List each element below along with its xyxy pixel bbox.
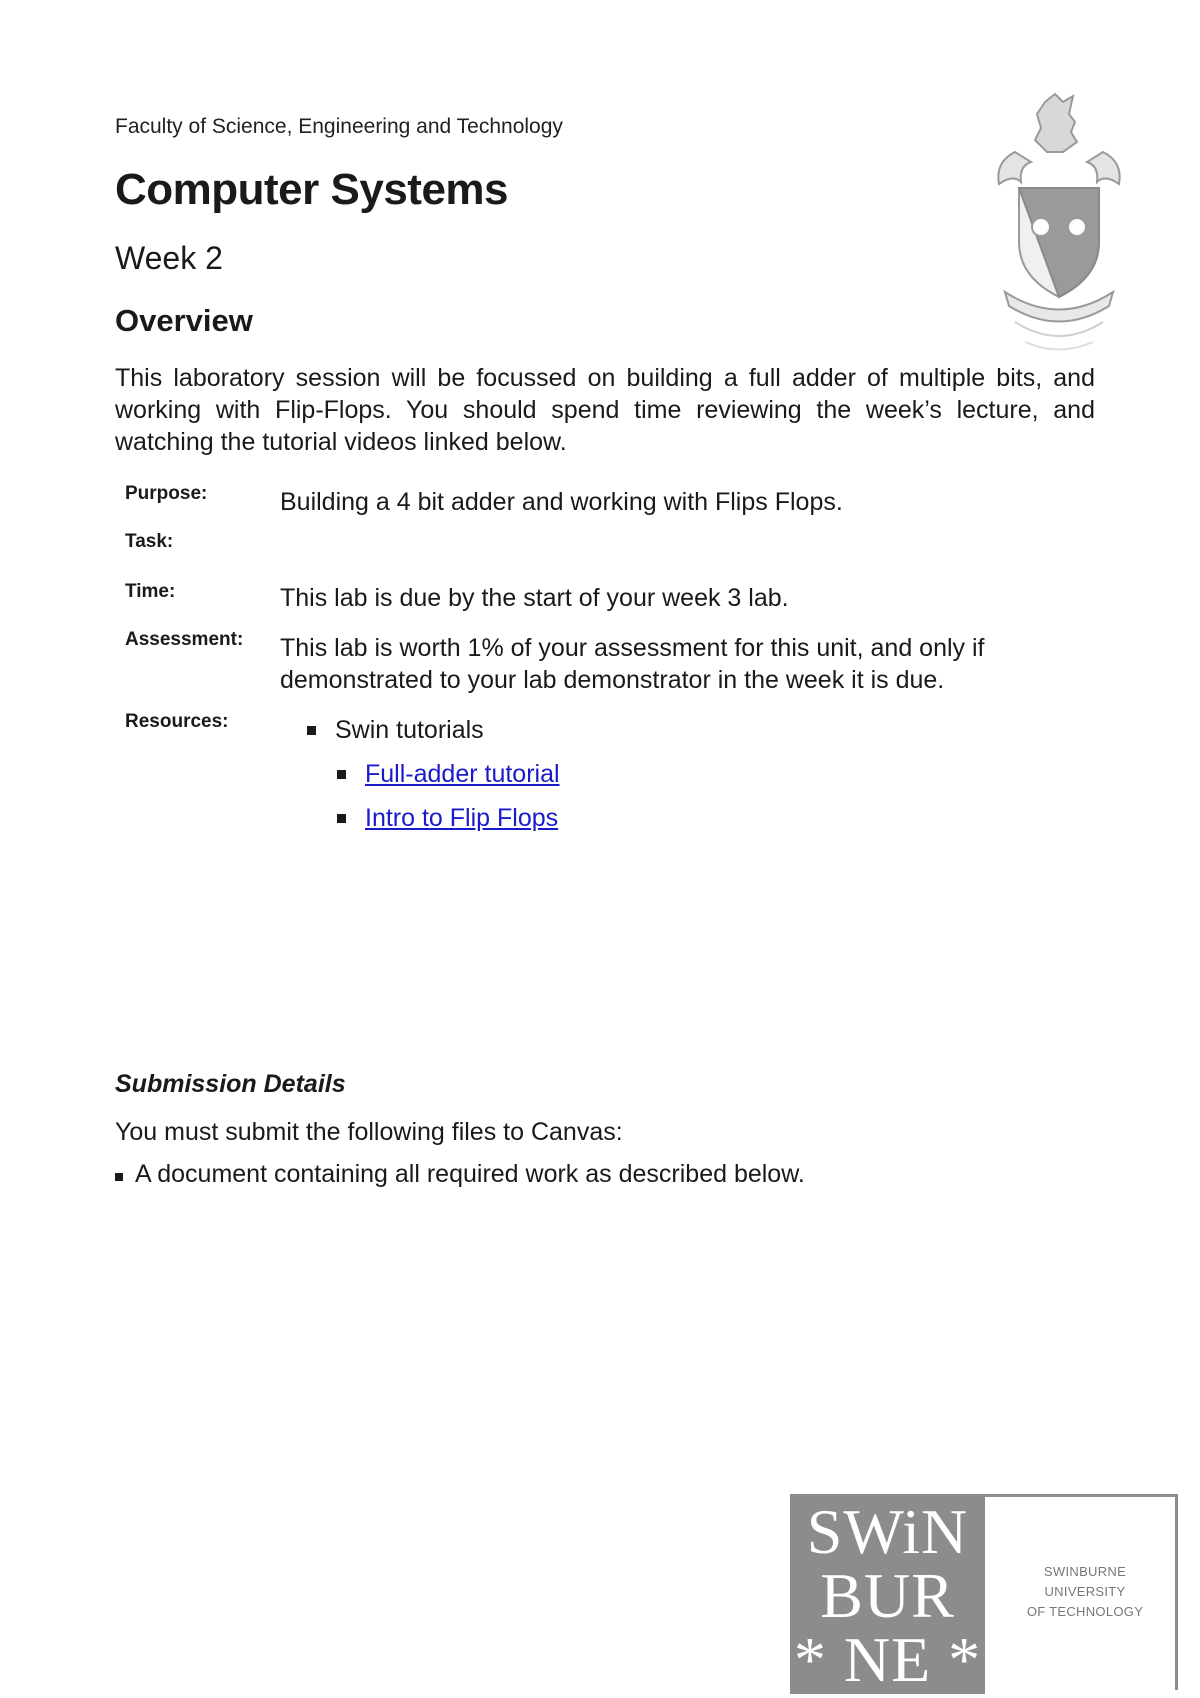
overview-heading: Overview: [115, 303, 253, 338]
list-item: [335, 752, 560, 796]
logo-caption-line: SWINBURNE UNIVERSITY: [1043, 1564, 1127, 1599]
list-item: [335, 796, 560, 840]
bullet-icon: [115, 1173, 123, 1181]
submission-text: You must submit the following files to Canvas:: [115, 1118, 623, 1146]
purpose-value: Building a 4 bit adder and working with Flips Flops.: [280, 488, 843, 516]
week-label: Week 2: [115, 240, 223, 276]
assessment-label: Assessment:: [125, 629, 244, 650]
page-title: Computer Systems: [115, 165, 509, 214]
university-crest-icon: [985, 92, 1133, 357]
purpose-label: Purpose:: [125, 483, 208, 504]
time-label: Time:: [125, 581, 176, 602]
logo-block: [790, 1494, 985, 1694]
logo-caption: [1005, 1562, 1165, 1622]
bullet-icon: [337, 770, 346, 779]
bullet-icon: [307, 726, 316, 735]
resources-list: [305, 708, 560, 840]
time-value: This lab is due by the start of your week 3 lab.: [280, 584, 789, 612]
faculty-name: Faculty of Science, Engineering and Technology: [115, 115, 563, 138]
submission-item-text: A document containing all required work as described below.: [135, 1160, 805, 1188]
overview-text: This laboratory session will be focussed on building a full adder of multiple bits, and working with Flip-Flops. You should spend time reviewing the week’s lecture, and watching the tutorial videos linked below.: [115, 364, 1095, 456]
submission-heading: Submission Details: [115, 1070, 346, 1098]
resources-label: Resources:: [125, 711, 229, 732]
flip-flops-tutorial-link[interactable]: Intro to Flip Flops: [365, 804, 559, 832]
submission-item: [115, 1160, 805, 1189]
full-adder-tutorial-link[interactable]: Full-adder tutorial: [365, 760, 560, 788]
assessment-value: This lab is worth 1% of your assessment for this unit, and only if demonstrated to your lab demonstrator in the week it is due.: [280, 634, 985, 694]
bullet-icon: [337, 814, 346, 823]
logo-caption-line: OF TECHNOLOGY: [1026, 1604, 1144, 1619]
logo-word-line: BUR: [820, 1560, 955, 1631]
logo-word-line: * NE *: [793, 1624, 982, 1695]
swinburne-logo: [790, 1494, 1180, 1694]
logo-word-line: SWiN: [806, 1496, 969, 1567]
task-label: Task:: [125, 531, 174, 552]
resource-group-label: Swin tutorials: [335, 716, 484, 744]
list-item: [305, 708, 560, 752]
